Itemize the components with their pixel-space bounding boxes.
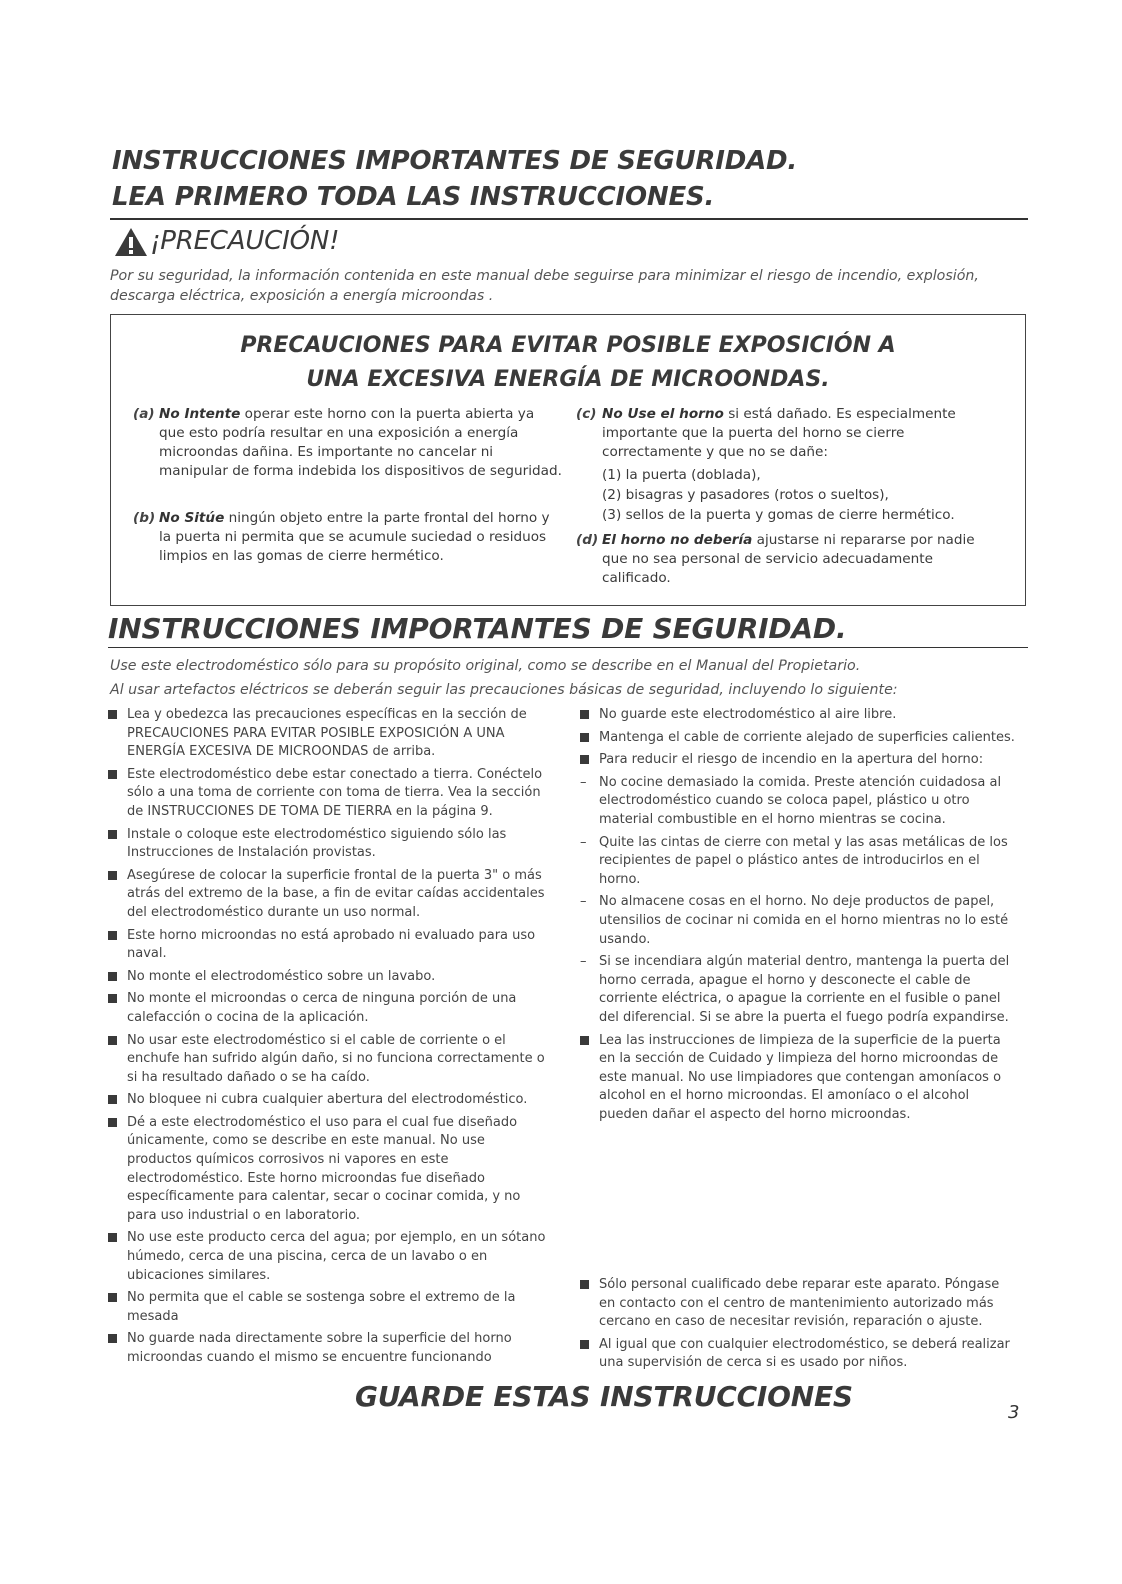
- warning-icon: [113, 225, 149, 259]
- list-item: Dé a este electrodoméstico el uso para el cual fue diseñado únicamente, como se describe en este manual. No use productos químicos corrosivos ni vapores en este electrodoméstico. Este horno microondas fue diseñado específicamente para calentar, secar o cocinar comida, y no para uso industrial o en laboratorio.: [108, 1114, 548, 1226]
- bullet-square-icon: [580, 755, 589, 764]
- section-rule: [108, 647, 1028, 648]
- list-item: Instale o coloque este electrodoméstico siguiendo sólo las Instrucciones de Instalación provistas.: [108, 826, 548, 863]
- precaution-b-lead: No Sitúe: [159, 510, 225, 526]
- list-item: No permita que el cable se sostenga sobre el extremo de la mesada: [108, 1289, 548, 1326]
- precaution-c-label: (c): [576, 406, 597, 422]
- precaution-a-label: (a): [133, 406, 155, 422]
- bullet-square-icon: [108, 710, 117, 719]
- left-safety-list: [108, 706, 548, 1372]
- bullet-square-icon: [108, 1095, 117, 1104]
- dash-marker: –: [580, 894, 587, 910]
- precaution-b-label: (b): [133, 510, 156, 526]
- microwave-exposure-box: [110, 314, 1026, 606]
- bullet-square-icon: [580, 710, 589, 719]
- list-item: No monte el microondas o cerca de ninguna porción de una calefacción o cocina de la aplicación.: [108, 990, 548, 1027]
- list-item: No bloquee ni cubra cualquier abertura del electrodoméstico.: [108, 1091, 548, 1110]
- dash-marker: –: [580, 834, 587, 850]
- bullet-square-icon: [108, 931, 117, 940]
- section-intro-line1: Use este electrodoméstico sólo para su propósito original, como se describe en el Manual del Propietario.: [110, 658, 861, 674]
- bullet-square-icon: [108, 972, 117, 981]
- bullet-square-icon: [108, 871, 117, 880]
- list-item: Este horno microondas no está aprobado ni evaluado para uso naval.: [108, 927, 548, 964]
- bullet-square-icon: [108, 1118, 117, 1127]
- precaution-c: [576, 405, 996, 525]
- list-item: Mantenga el cable de corriente alejado de superficies calientes.: [580, 729, 1015, 748]
- precaution-c-lead: No Use el horno: [602, 406, 724, 422]
- list-item: Lea las instrucciones de limpieza de la superficie de la puerta en la sección de Cuidado y limpieza del horno microondas de este manual. No use limpiadores que contengan amoníacos o alcohol en el horno microondas. El amoníaco o el alcohol pueden dañar el aspecto del horno microondas.: [580, 1032, 1015, 1125]
- section-intro-line2: Al usar artefactos eléctricos se deberán seguir las precauciones básicas de seguridad, incluyendo lo siguiente:: [110, 682, 898, 698]
- precaution-a: [133, 405, 563, 481]
- dash-item: – No almacene cosas en el horno. No deje productos de papel, utensilios de cocinar ni comida en el horno mientras no lo esté usando.: [580, 894, 1009, 947]
- precaution-a-lead: No Intente: [159, 406, 241, 422]
- dash-item: – Quite las cintas de cierre con metal y las asas metálicas de los recipientes de papel o plástico antes de introducirlos en el horno.: [580, 834, 1008, 887]
- dash-item: – No cocine demasiado la comida. Preste atención cuidadosa al electrodoméstico cuando se coloca papel, plástico u otro material combustible en el horno mientras se cocina.: [580, 774, 1002, 827]
- page-number: 3: [1008, 1402, 1020, 1423]
- caution-text: Por su seguridad, la información contenida en este manual debe seguirse para minimizar el riesgo de incendio, explosión, descarga eléctrica, exposición a energía microondas .: [110, 268, 979, 304]
- list-item: Al igual que con cualquier electrodoméstico, se deberá realizar una supervisión de cerca si es usado por niños.: [580, 1336, 1015, 1373]
- dash-item: – Si se incendiara algún material dentro, mantenga la puerta del horno cerrada, apague el horno y desconecte el cable de corriente eléctrica, o apague la corriente en el fusible o panel del diferencial. Si se abre la puerta el fuego podría expandirse.: [580, 954, 1010, 1025]
- precaution-c-text: si está dañado. Es especialmente importante que la puerta del horno se cierre correctamente y que no se dañe:: [602, 406, 956, 460]
- bullet-square-icon: [580, 733, 589, 742]
- bullet-square-icon: [108, 1233, 117, 1242]
- right-safety-list-bottom: [580, 1276, 1015, 1377]
- box-title-line2: UNA EXCESIVA ENERGÍA DE MICROONDAS.: [306, 367, 830, 392]
- section-title: INSTRUCCIONES IMPORTANTES DE SEGURIDAD.: [108, 612, 847, 645]
- precaution-c-sub2: (2) bisagras y pasadores (rotos o sueltos),: [602, 487, 889, 503]
- list-item: Sólo personal cualificado debe reparar este aparato. Póngase en contacto con el centro de mantenimiento autorizado más cercano en caso de necesitar revisión, reparación o ajuste.: [580, 1276, 1015, 1332]
- bullet-square-icon: [580, 1036, 589, 1045]
- precaution-d-label: (d): [576, 532, 599, 548]
- bullet-square-icon: [580, 1280, 589, 1289]
- title-rule: [110, 218, 1028, 220]
- precaution-b: [133, 509, 563, 566]
- bullet-square-icon: [108, 770, 117, 779]
- list-item: Asegúrese de colocar la superficie frontal de la puerta 3" o más atrás del extremo de la base, a fin de evitar caídas accidentales del electrodoméstico durante un uso normal.: [108, 867, 548, 923]
- precaution-b-text: ningún objeto entre la parte frontal del horno y la puerta ni permita que se acumule suciedad o residuos limpios en las gomas de cierre hermético.: [159, 510, 550, 564]
- list-item: No monte el electrodoméstico sobre un lavabo.: [108, 968, 548, 987]
- bullet-square-icon: [108, 1293, 117, 1302]
- right-safety-list: [580, 706, 1015, 1128]
- save-instructions-title: GUARDE ESTAS INSTRUCCIONES: [355, 1380, 853, 1413]
- precaution-c-sub1: (1) la puerta (doblada),: [602, 467, 761, 483]
- list-item: No use este producto cerca del agua; por ejemplo, en un sótano húmedo, cerca de una piscina, cerca de un lavabo o en ubicaciones similares.: [108, 1229, 548, 1285]
- bullet-square-icon: [108, 1334, 117, 1343]
- bullet-square-icon: [108, 1036, 117, 1045]
- precaution-a-text: operar este horno con la puerta abierta ya que esto podría resultar en una exposición a energía microondas dañina. Es importante no cancelar ni manipular de forma indebida los dispositivos de seguridad.: [159, 406, 562, 479]
- list-item: Este electrodoméstico debe estar conectado a tierra. Conéctelo sólo a una toma de corriente con toma de tierra. Vea la sección de INSTRUCCIONES DE TOMA DE TIERRA en la página 9.: [108, 766, 548, 822]
- dash-marker: –: [580, 774, 587, 790]
- list-item: Para reducir el riesgo de incendio en la apertura del horno:: [580, 751, 1015, 770]
- page-title-line1: INSTRUCCIONES IMPORTANTES DE SEGURIDAD.: [112, 146, 798, 176]
- page-title-line2: LEA PRIMERO TODA LAS INSTRUCCIONES.: [112, 182, 715, 212]
- list-item: No guarde nada directamente sobre la superficie del horno microondas cuando el mismo se encuentre funcionando: [108, 1330, 548, 1367]
- box-title-line1: PRECAUCIONES PARA EVITAR POSIBLE EXPOSICIÓN A: [240, 333, 896, 358]
- dash-marker: –: [580, 954, 587, 970]
- list-item: Lea y obedezca las precauciones específicas en la sección de PRECAUCIONES PARA EVITAR POSIBLE EXPOSICIÓN A UNA ENERGÍA EXCESIVA DE MICROONDAS de arriba.: [108, 706, 548, 762]
- bullet-square-icon: [108, 994, 117, 1003]
- precaution-d-text: ajustarse ni repararse por nadie que no sea personal de servicio adecuadamente calificado.: [602, 532, 975, 586]
- precaution-c-sub3: (3) sellos de la puerta y gomas de cierre hermético.: [602, 507, 955, 523]
- bullet-square-icon: [108, 830, 117, 839]
- caution-title: ¡PRECAUCIÓN!: [150, 226, 340, 256]
- list-item: No usar este electrodoméstico si el cable de corriente o el enchufe han sufrido algún daño, si no funciona correctamente o si ha resultado dañado o se ha caído.: [108, 1032, 548, 1088]
- precaution-d-lead: El horno no debería: [602, 532, 753, 548]
- precaution-d: [576, 531, 996, 588]
- bullet-square-icon: [580, 1340, 589, 1349]
- list-item: No guarde este electrodoméstico al aire libre.: [580, 706, 1015, 725]
